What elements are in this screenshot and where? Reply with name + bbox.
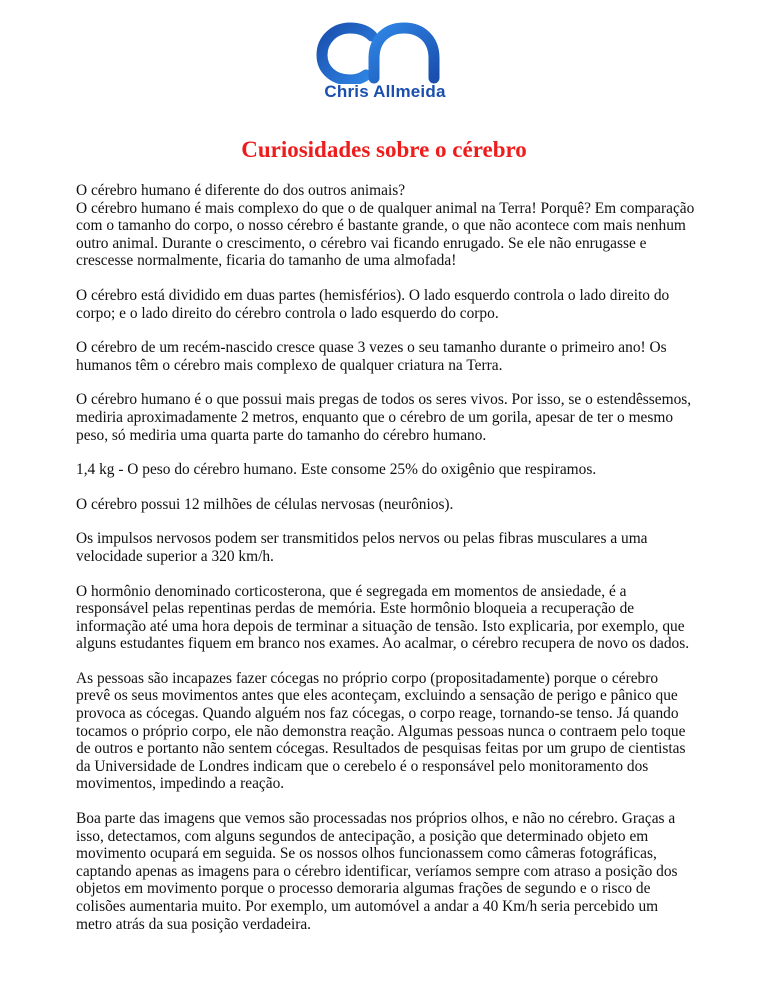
paragraph: Os impulsos nervosos podem ser transmitidos pelos nervos ou pelas fibras musculares a uma velocidade superior a 320 km/h. [76,530,648,565]
brand-name: Chris Allmeida [324,82,446,101]
paragraph: 1,4 kg - O peso do cérebro humano. Este consome 25% do oxigênio que respiramos. [76,461,597,479]
paragraph: O cérebro humano é diferente do dos outros animais? O cérebro humano é mais complexo do que o de qualquer animal na Terra! Porquê? Em comparação com o tamanho do corpo, o nosso cérebro é bastante grande, o que não acontece com mais nenhum outro animal. Durante o crescimento, o cérebro vai ficando enrugado. Se ele não enrugasse e crescesse normalmente, ficaria do tamanho de uma almofada! [76,182,695,270]
brand-logo [300,22,470,112]
document-body [76,182,696,950]
paragraph: Boa parte das imagens que vemos são processadas nos próprios olhos, e não no cérebro. Graças a isso, detectamos, com alguns segundos de antecipação, a posição que determinado objeto em movimento ocupará em seguida. Se os nossos olhos funcionassem como câmeras fotográficas, captando apenas as imagens para o cérebro identificar, veríamos sempre com atraso a posição dos objetos em movimento porque o processo demoraria algumas frações de segundo e o risco de colisões aumentaria muito. Por exemplo, um automóvel a andar a 40 Km/h seria percebido um metro atrás da sua posição verdadeira. [76,810,678,933]
paragraph: O cérebro de um recém-nascido cresce quase 3 vezes o seu tamanho durante o primeiro ano! Os humanos têm o cérebro mais complexo de qualquer criatura na Terra. [76,339,667,374]
paragraph: As pessoas são incapazes fazer cócegas no próprio corpo (propositadamente) porque o cérebro prevê os seus movimentos antes que eles aconteçam, excluindo a sensação de perigo e pânico que provoca as cócegas. Quando alguém nos faz cócegas, o corpo reage, tornando-se tenso. Já quando tocamos o próprio corpo, ele não demonstra reação. Algumas pessoas nunca o contraem pelo toque de outros e portanto não sentem cócegas. Resultados de pesquisas feitas por um grupo de cientistas da Universidade de Londres indicam que o cerebelo é o responsável pelo monitoramento dos movimentos, impedindo a reação. [76,669,686,793]
ca-monogram-icon [314,22,456,84]
paragraph: O cérebro está dividido em duas partes (hemisférios). O lado esquerdo controla o lado direito do corpo; e o lado direito do cérebro controla o lado esquerdo do corpo. [76,286,670,322]
paragraph: O hormônio denominado corticosterona, que é segregada em momentos de ansiedade, é a responsável pelas repentinas perdas de memória. Este hormônio bloqueia a recuperação de informação até uma hora depois de terminar a situação de tensão. Isto explicaria, por exemplo, que alguns estudantes fiquem em branco nos exames. Ao acalmar, o cérebro recupera de novo os dados. [76,582,690,653]
paragraph: O cérebro humano é o que possui mais pregas de todos os seres vivos. Por isso, se o estendêssemos, mediria aproximadamente 2 metros, enquanto que o cérebro de um gorila, apesar de ter o mesmo peso, só mediria uma quarta parte do tamanho do cérebro humano. [76,391,692,444]
document-title: Curiosidades sobre o cérebro [241,137,527,162]
paragraph: O cérebro possui 12 milhões de células nervosas (neurônios). [76,495,454,513]
